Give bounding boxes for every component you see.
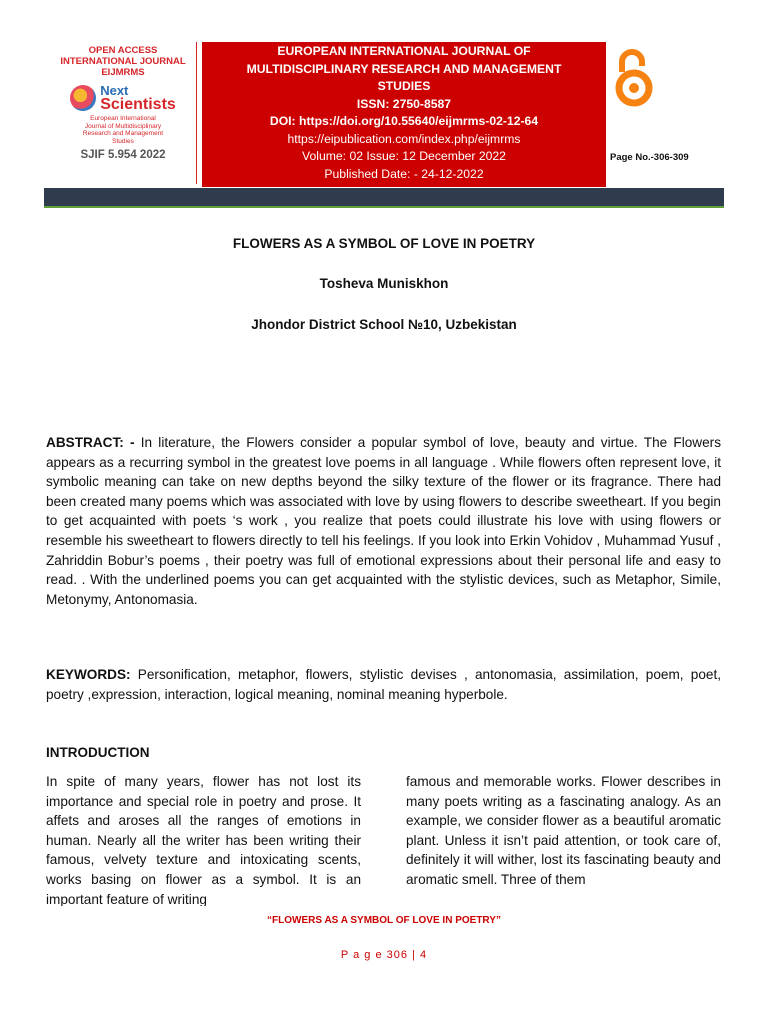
international-journal-label: INTERNATIONAL JOURNAL [60,56,186,67]
page-range: Page No.-306-309 [610,152,689,163]
keywords-label: KEYWORDS: [46,667,131,682]
next-scientists-logo [58,84,188,112]
author-name: Tosheva Muniskhon [319,276,449,291]
header-divider [196,42,197,184]
running-title: “FLOWERS AS A SYMBOL OF LOVE IN POETRY” [267,915,501,926]
abstract [46,433,721,609]
issn: ISSN: 2750-8587 [356,96,452,111]
journal-url-link[interactable]: https://eipublication.com/index.php/eijmrms [287,131,521,146]
doi-link[interactable]: DOI: https://doi.org/10.55640/eijmrms-02-12-64 [269,114,539,128]
brand-scientists: Scientists [100,96,176,113]
brand-next: Next [100,83,129,98]
keywords [46,665,721,704]
published-date: Published Date: - 24-12-2022 [324,166,484,181]
journal-fullname-line: Research and Management [82,130,164,137]
header-bar [44,188,724,206]
open-access-icon [612,46,658,108]
author-affiliation: Jhondor District School №10, Uzbekistan [251,317,517,332]
article-title: FLOWERS AS A SYMBOL OF LOVE IN POETRY [232,236,536,251]
intro-column-left: In spite of many years, flower has not lost its importance and special role in poetry and prose. It affets and aroses all the ranges of emotions in human. Nearly all the writer has been writing their famous, velvety texture and intoxicating scents, works basing on flower as a symbol. It is an important feature of writing [46,774,361,906]
journal-logo-block [58,45,188,161]
journal-fullname-line: European International [90,115,156,122]
journal-title-line: STUDIES [377,79,431,93]
volume-issue: Volume: 02 Issue: 12 December 2022 [302,149,506,163]
header-accent-line [44,206,724,208]
abstract-text: In literature, the Flowers consider a popular symbol of love, beauty and virtue. The Flowers appears as a recurring symbol in the greatest love poems in all language . While flowers often represent love, it symbolic meaning can take on new depths beyond the silky texture of the flower or its fragrance. There had been created many poems which was associated with love by using flowers to describe sweetheart. If you begin to get acquainted with poets ‘s work , you realize that poets could illustrate his love with using flowers or resemble his sweetheart to flowers directly to tell his feelings. If you look into Erkin Vohidov , Muhammad Yusuf , Zahriddin Bobur’s poems , their poetry was full of emotional expressions about their personal life and easy to read. . With the underlined poems you can get acquainted with the stylistic devices, such as Metaphor, Simile, Metonymy, Antonomasia. [46,435,721,607]
open-access-label: OPEN ACCESS [88,45,158,56]
journal-abbrev: EIJMRMS [101,67,145,78]
journal-title-line: MULTIDISCIPLINARY RESEARCH AND MANAGEMENT [246,61,562,76]
introduction-heading: INTRODUCTION [46,745,150,760]
brain-logo-icon [70,85,96,111]
journal-fullname [58,115,188,145]
journal-title-line: EUROPEAN INTERNATIONAL JOURNAL OF [277,44,531,58]
journal-fullname-line: Journal of Multidisciplinary [84,122,162,130]
page-number: P a g e 306 | 4 [340,949,428,961]
abstract-label: ABSTRACT: - [46,435,135,450]
keywords-text: Personification, metaphor, flowers, stylistic devises , antonomasia, assimilation, poem, poet, poetry ,expression, interaction, logical meaning, nominal meaning hyperbole. [46,667,721,702]
intro-column-right: famous and memorable works. Flower describes in many poets writing as a fascinating analogy. As an example, we consider flower as a beautiful aromatic plant. Unless it isn’t paid attention, or took care of, definitely it will wither, lost its fascinating beauty and aromatic smell. Three of them [406,774,721,887]
journal-fullname-line: Studies [112,137,134,145]
journal-info-box [202,42,606,187]
sjif-impact: SJIF 5.954 2022 [80,149,166,161]
